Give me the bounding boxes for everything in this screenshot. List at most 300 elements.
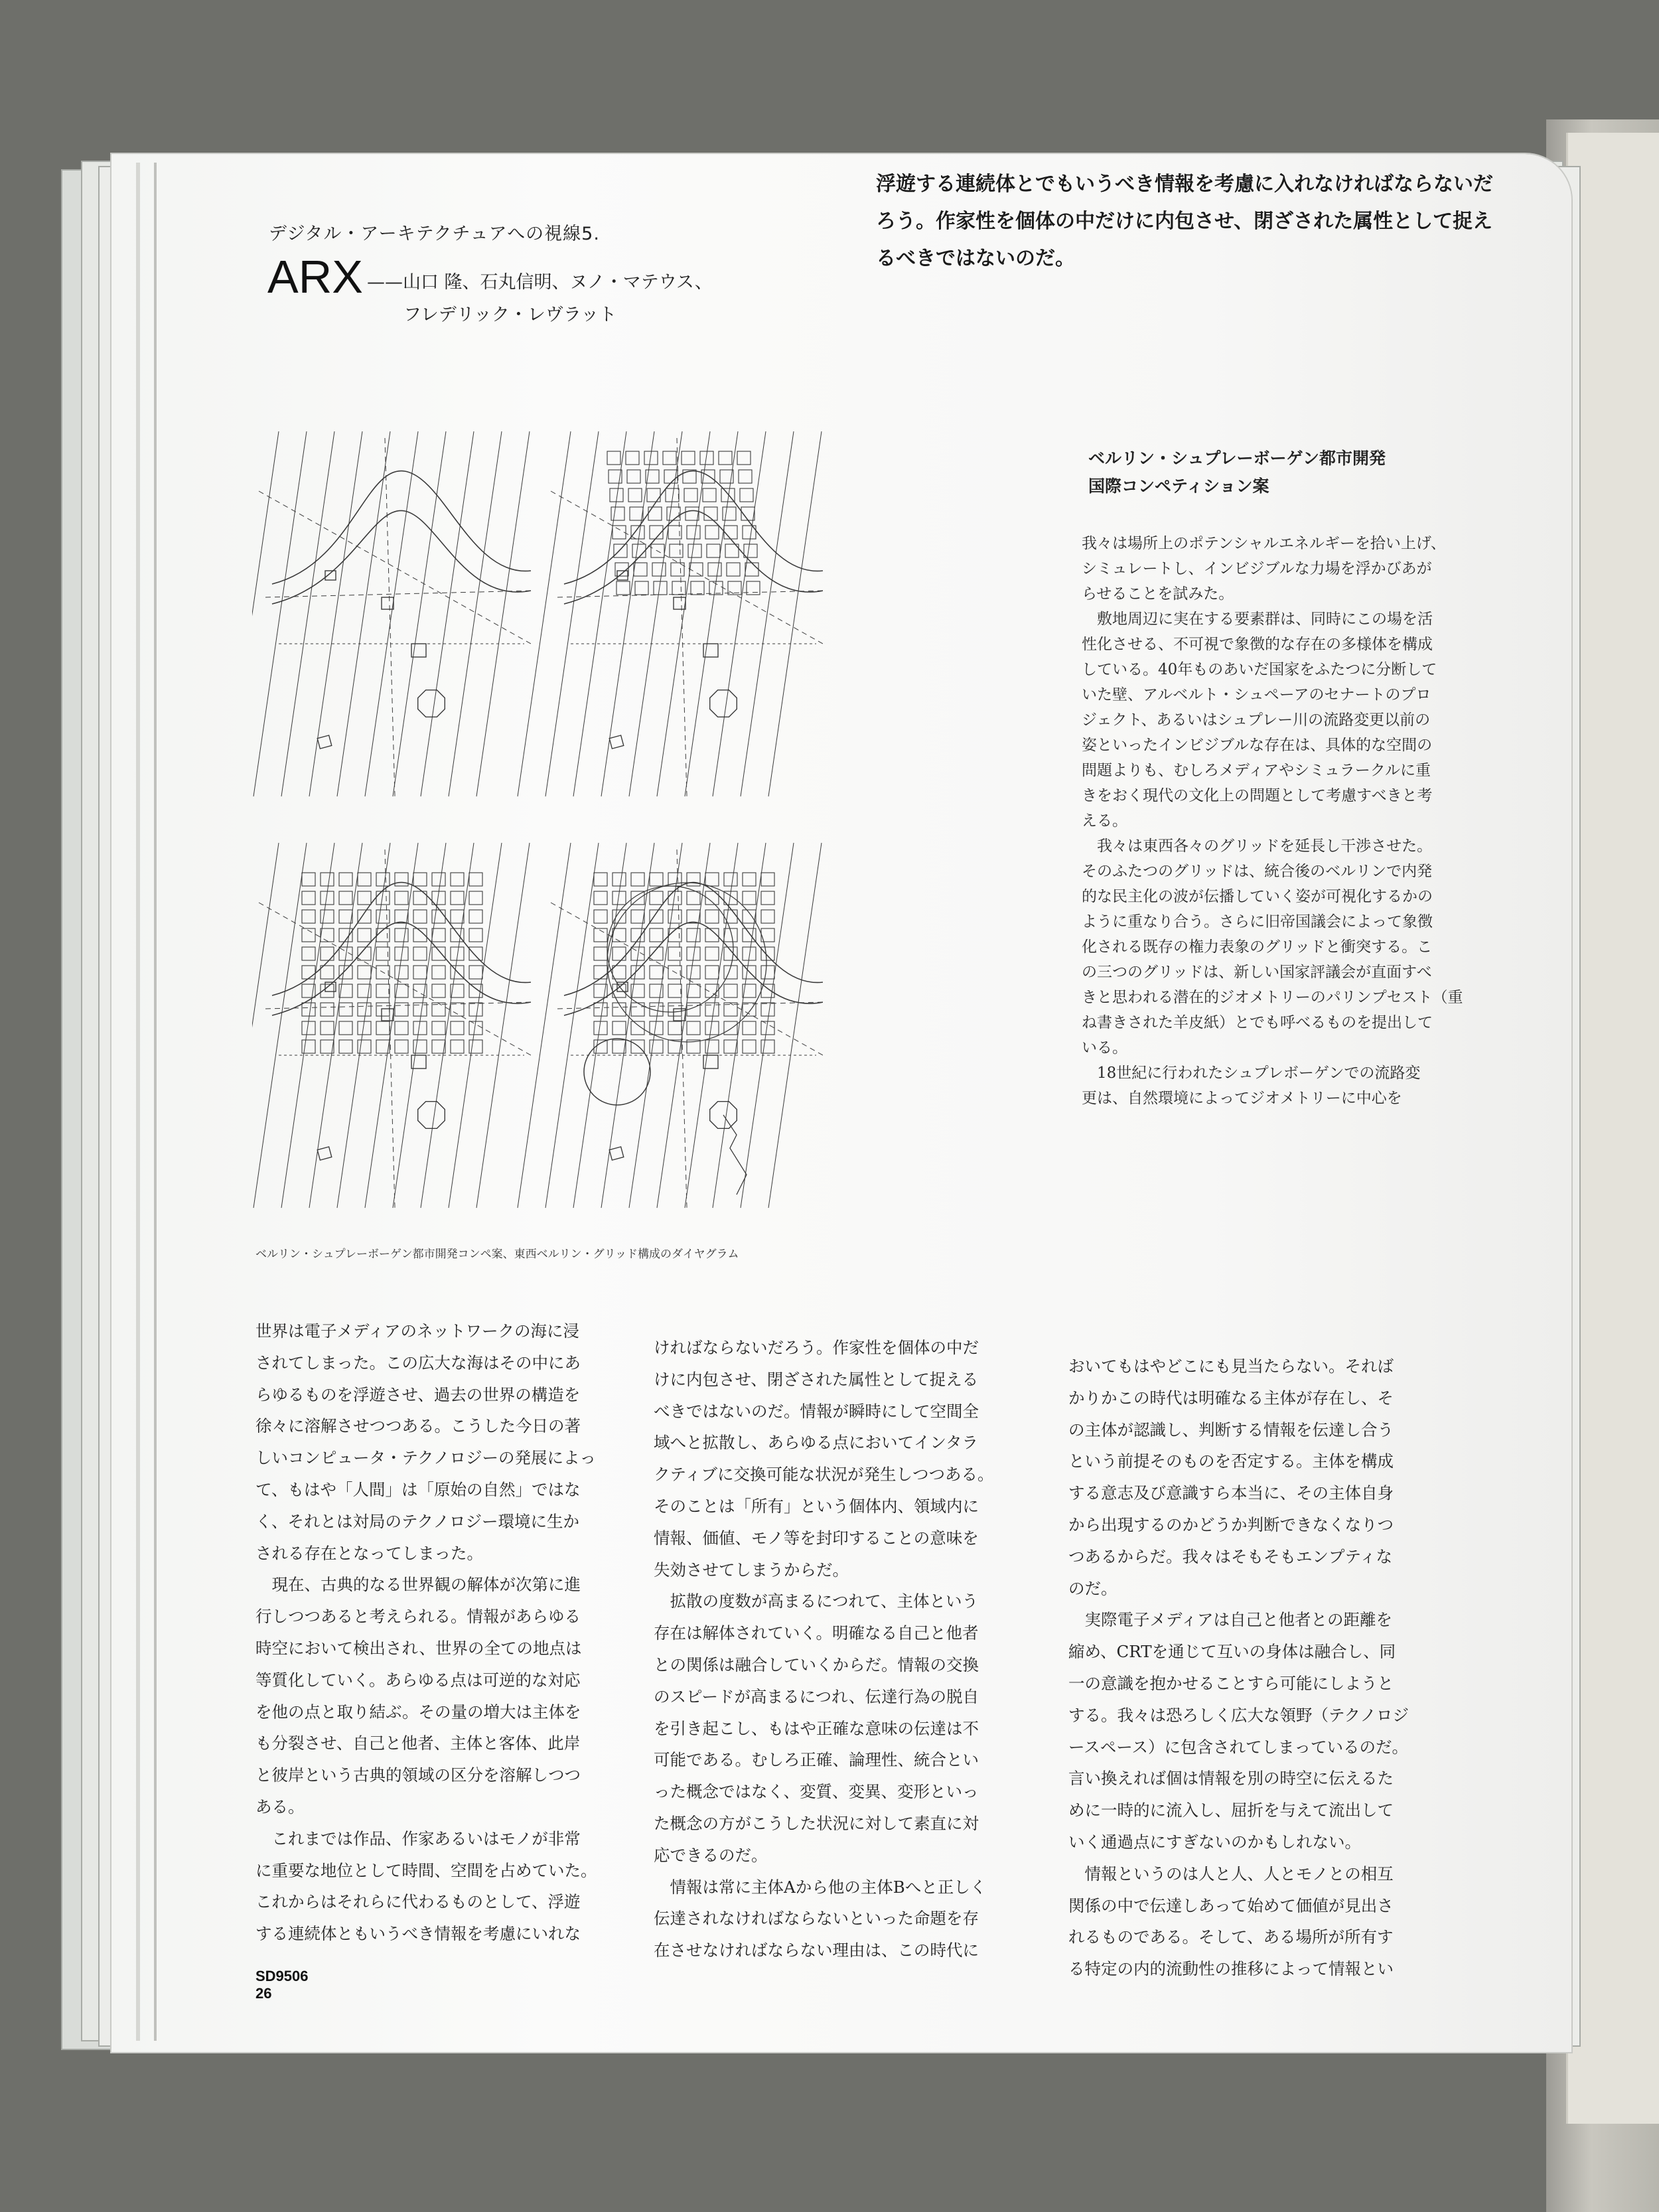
dashed-line [557,591,823,597]
grid-square [632,544,646,557]
grid-square [687,1021,700,1035]
diagonal-line [657,843,710,1208]
grid-square [724,526,737,539]
grid-square [321,1003,334,1016]
grid-square [663,451,676,465]
grid-square [761,891,774,905]
grid-square [594,873,607,886]
text-line: 拡散の度数が高まるにつれて、主体という [654,1591,979,1611]
river-curve [272,883,531,995]
grid-square [321,947,334,960]
text-line: った概念ではなく、変質、変異、変形といっ [654,1782,979,1802]
grid-square [376,1003,390,1016]
diagonal-line [449,843,502,1208]
grid-square [687,873,700,886]
folio [255,1968,309,2002]
text-line: これまでは作品、作家あるいはモノが非常 [255,1828,581,1848]
diagonal-line [393,431,446,796]
text-line: かりかこの時代は明確なる主体が存在し、そ [1068,1388,1394,1408]
river-curve [564,922,823,1015]
grid-square [594,1021,607,1035]
grid-square [727,563,740,576]
text-line: く、それとは対局のテクノロジー環境に生か [255,1511,580,1531]
grid-square [376,1021,390,1035]
grid-square [705,1021,719,1035]
grid-square [630,507,643,520]
grid-square [594,1003,607,1016]
text-line: 在させなければならない理由は、この時代に [654,1941,979,1960]
article-title: ARX [267,251,363,303]
diagonal-line [629,843,682,1208]
body-column-1 [255,1315,634,1950]
grid-square [740,488,753,502]
grid-square [302,966,315,979]
diagonal-line [573,431,626,796]
grid-square [432,928,445,942]
grid-square [358,910,371,923]
text-line: との関係は融合していくからだ。情報の交換 [654,1655,979,1674]
building-square [609,735,624,749]
grid-square [650,873,663,886]
grid-diagram-figure [252,425,823,1254]
grid-square [339,1003,352,1016]
diagonal-line [365,843,418,1208]
grid-square [432,984,445,997]
diagonal-line [685,843,738,1208]
grid-square [613,928,626,942]
grid-square [339,910,352,923]
grid-square [650,891,663,905]
grid-square [668,910,682,923]
lead-line: ろう。作家性を個体の中だけに内包させ、閉ざされた属性として捉え [876,210,1493,233]
grid-square [432,966,445,979]
grid-square [358,891,371,905]
grid-square [321,1021,334,1035]
grid-square [689,563,703,576]
grid-square [737,451,751,465]
grid-square [613,947,626,960]
text-line: いく通過点にすぎないのかもしれない。 [1068,1832,1361,1852]
grid-square [395,1021,408,1035]
text-line: する意志及び意識すら本当に、その主体自身 [1068,1483,1394,1503]
grid-square [628,488,642,502]
page-number: 26 [255,1985,272,2002]
diagonal-line [657,431,710,796]
grid-square [761,1003,774,1016]
text-line: のだ。 [1068,1578,1118,1598]
text-line: 現在、古典的なる世界観の解体が次第に進 [255,1575,581,1595]
grid-square [469,1003,482,1016]
building-square [325,982,336,992]
description-line: そのふたつのグリッドは、統合後のベルリンで内発 [1082,863,1433,880]
grid-square [413,910,427,923]
description-line: ように重なり合う。さらに旧帝国議会によって象徴 [1082,913,1433,930]
grid-square [302,1003,315,1016]
grid-square [469,928,482,942]
grid-square [705,873,719,886]
diagonal-line [253,431,307,796]
text-line: しいコンピュータ・テクノロジーの発展によっ [255,1448,597,1468]
building-square [317,735,332,749]
diagonal-line [393,843,446,1208]
octagon-shape [418,1102,445,1129]
grid-square [668,984,682,997]
grid-square [650,910,663,923]
grid-square [705,966,719,979]
building-square [609,1147,624,1160]
grid-square [631,910,644,923]
diagonal-line [252,843,279,1208]
diagonal-line [741,843,794,1208]
text-line: される存在となってしまった。 [255,1543,483,1563]
grid-square [672,581,685,595]
building-square [325,571,336,580]
title-row [267,251,713,303]
text-line: 世界は電子メディアのネットワークの海に浸 [255,1321,580,1341]
figure-caption: ベルリン・シュプレーボーゲン都市開発コンペ案、東西ベルリン・グリッド構成のダイヤグラム [255,1248,739,1261]
body-column-3 [1068,1351,1447,1985]
text-line: 存在は解体されていく。明確なる自己と他者 [654,1623,979,1643]
grid-square [744,544,757,557]
diagonal-line [309,843,362,1208]
diagonal-line [629,431,682,796]
grid-square [395,1040,408,1053]
authors-line-2: フレデリック・レヴラット [403,305,617,325]
text-line: 行しつつあると考えられる。情報があらゆる [255,1607,581,1627]
river-curve [272,510,531,604]
grid-square [687,928,700,942]
grid-square [705,526,719,539]
text-line: ースペース）に包含されてしまっているのだ。 [1068,1737,1409,1757]
grid-square [743,891,756,905]
diagonal-line [281,843,334,1208]
grid-square [631,873,644,886]
text-line: する。我々は恐ろしく広大な領野（テクノロジ [1068,1705,1409,1725]
text-line: 縮め、CRTを通じて互いの身体は融合し、同 [1068,1642,1396,1662]
grid-square [594,891,607,905]
grid-square [687,910,700,923]
building-square [382,597,394,609]
grid-square [613,1021,626,1035]
grid-square [339,966,352,979]
description-line: シミュレートし、インビジブルな力場を浮かびあが [1082,560,1432,577]
grid-square [719,451,732,465]
text-line: 時空において検出され、世界の全ての地点は [255,1638,582,1658]
grid-square [395,1003,408,1016]
grid-square [635,581,648,595]
text-line: 応できるのだ。 [654,1845,768,1865]
description-line: いる。 [1082,1039,1127,1057]
grid-square [339,1021,352,1035]
text-line: 関係の中で伝達しあって始めて価値が見出さ [1068,1895,1394,1915]
grid-square [613,873,626,886]
text-line: らゆるものを浮遊させ、過去の世界の構造を [255,1384,581,1404]
diagonal-line [601,843,654,1208]
description-line: 姿といったインビジブルな存在は、具体的な空間の [1082,737,1433,754]
text-line: 可能である。むしろ正確、論理性、統合とい [654,1750,979,1770]
diagonal-line [476,431,530,796]
grid-square [614,544,627,557]
text-line: から出現するのかどうか判断できなくなりつ [1068,1514,1394,1534]
dashed-line [551,491,823,644]
text-line: を引き起こし、もはや正確な意味の伝達は不 [654,1718,979,1738]
text-line: そのことは「所有」という個体内、領域内に [654,1496,979,1516]
text-line: クティブに交換可能な状況が発生しつつある。 [654,1465,994,1485]
gutter-line [154,163,157,2041]
diagonal-line [281,431,334,796]
description-line: ジェクト、あるいはシュプレー川の流路変更以前の [1082,711,1431,729]
diagonal-line [309,431,362,796]
project-title-line: ベルリン・シュプレーボーゲン都市開発 [1088,449,1386,468]
grid-square [703,488,716,502]
text-line: と彼岸という古典的領域の区分を溶解しつつ [255,1765,581,1785]
text-line: のスピードが高まるにつれ、伝達行為の脱自 [654,1686,979,1706]
text-line: 言い換えれば個は情報を別の時空に伝えるた [1068,1769,1394,1789]
text-line: も分裂させ、自己と他者、主体と客体、此岸 [255,1733,581,1753]
grid-square [358,873,371,886]
lead-line: 浮遊する連続体とでもいうべき情報を考慮に入れなければならないだ [876,173,1493,196]
grid-square [358,1003,371,1016]
grid-square [687,966,700,979]
diagonal-line [337,431,390,796]
text-line: つあるからだ。我々はそもそもエンプティな [1068,1546,1393,1566]
grid-square [648,507,662,520]
grid-square [395,966,408,979]
outline-path [723,1115,747,1195]
grid-square [743,910,756,923]
grid-square [594,910,607,923]
text-line: 伝達されなければならないといった命題を存 [654,1909,979,1929]
text-line: 徐々に溶解させつつある。こうした今日の著 [255,1416,581,1436]
river-curve [272,922,531,1015]
text-line: めに一時的に流入し、屈折を与えて流出して [1068,1801,1394,1820]
description-line: 我々は場所上のポテンシャルエネルギーを拾い上げ、 [1082,535,1446,552]
grid-square [395,891,408,905]
grid-square [302,891,315,905]
description-line: 敷地周辺に実在する要素群は、同時にこの場を活 [1082,611,1433,628]
grid-square [627,470,640,483]
grid-square [650,966,663,979]
grid-square [302,1021,315,1035]
text-line: 情報、価値、モノ等を封印することの意味を [654,1528,979,1548]
gutter-line [136,163,140,2041]
grid-square [451,910,464,923]
text-line: 実際電子メディアは自己と他者との距離を [1068,1610,1393,1630]
grid-square [724,873,737,886]
grid-square [668,1021,682,1035]
issue-code: SD9506 [255,1968,309,1984]
description-line: える。 [1082,812,1127,830]
grid-square [469,966,482,979]
grid-square [761,966,774,979]
grid-square [358,1021,371,1035]
diagonal-line [768,431,822,796]
description-line: 的な民主化の波が伝播していく姿が可視化するかの [1082,888,1433,905]
text-line: 一の意識を抱かせることすら可能にしようと [1068,1673,1394,1693]
lead-line: るべきではないのだ。 [876,247,1075,270]
diagonal-line [365,431,418,796]
grid-square [451,1040,464,1053]
grid-square [451,1021,464,1035]
grid-square [321,910,334,923]
description-line: の三つのグリッドは、新しい国家評議会が直面すべ [1082,964,1432,981]
grid-square [302,873,315,886]
description-line: している。40年ものあいだ国家をふたつに分断して [1082,661,1437,678]
grid-square [469,1021,482,1035]
text-line: て、もはや「人間」は「原始の自然」ではな [255,1479,581,1499]
text-line: 情報は常に主体Aから他の主体Bへと正しく [654,1877,987,1897]
grid-square [413,1021,427,1035]
grid-square [413,873,427,886]
text-line: べきではないのだ。情報が瞬時にして空間全 [654,1401,979,1421]
description-line: いた壁、アルベルト・シュペーアのセナートのプロ [1082,686,1431,703]
grid-square [724,984,737,997]
grid-square [358,966,371,979]
grid-square [339,1040,352,1053]
grid-square [469,910,482,923]
grid-square [668,1003,682,1016]
grid-square [761,1021,774,1035]
grid-square [432,947,445,960]
grid-square [743,873,756,886]
description-line: 問題よりも、むしろメディアやシミュラークルに重 [1082,762,1431,779]
grid-square [616,581,630,595]
text-line: の主体が認識し、判断する情報を伝達し合う [1068,1420,1394,1439]
grid-square [761,873,774,886]
grid-square [631,1040,644,1053]
lead-paragraph [876,166,1493,277]
grid-square [650,1021,663,1035]
project-title [1088,445,1386,500]
text-line: されてしまった。この広大な海はその中にあ [255,1353,581,1372]
building-square [317,1147,332,1160]
grid-square [376,910,390,923]
text-line: 失効させてしまうからだ。 [654,1560,849,1580]
grid-square [761,910,774,923]
text-line: おいてもはやどこにも見当たらない。それば [1068,1357,1394,1376]
grid-square [691,581,704,595]
grid-square [432,910,445,923]
grid-square [339,891,352,905]
grid-square [413,947,427,960]
text-line: ある。 [255,1797,305,1816]
diagonal-line [449,431,502,796]
diagonal-line [518,843,571,1208]
grid-square [634,563,647,576]
grid-square [724,910,737,923]
grid-square [413,966,427,979]
text-line: 情報というのは人と人、人とモノとの相互 [1068,1864,1394,1883]
grid-square [687,526,700,539]
grid-square [683,470,696,483]
grid-square [376,873,390,886]
text-line: これからはそれらに代わるものとして、浮遊 [255,1892,581,1912]
grid-square [650,928,663,942]
text-line: という前提そのものを否定する。主体を構成 [1068,1451,1394,1471]
grid-square [469,947,482,960]
description-line: らせることを試みた。 [1082,585,1234,603]
dashed-line [265,591,531,597]
description-line: ね書きされた羊皮紙）とでも呼べるものを提出して [1082,1014,1433,1031]
diagonal-line [518,431,571,796]
text-line: ければならないだろう。作家性を個体の中だ [654,1338,979,1357]
grid-square [684,488,697,502]
diagonal-line [601,431,654,796]
grid-square [339,873,352,886]
text-line: れるものである。そして、ある場所が所有す [1068,1927,1394,1947]
grid-square [667,507,680,520]
diagonal-line [545,843,599,1208]
grid-square [302,910,315,923]
grid-square [611,507,624,520]
grid-square [631,1003,644,1016]
grid-square [321,873,334,886]
grid-square [687,891,700,905]
text-line: する連続体ともいうべき情報を考慮にいれな [255,1924,581,1944]
grid-square [432,1021,445,1035]
dashed-line [677,438,687,796]
grid-square [761,947,774,960]
grid-square [682,451,695,465]
grid-square [432,873,445,886]
grid-square [321,928,334,942]
grid-square [724,947,737,960]
text-line: 域へと拡散し、あらゆる点においてインタラ [654,1433,979,1453]
text-line: 等質化していく。あらゆる点は可逆的な対応 [255,1670,581,1690]
diagonal-line [337,843,390,1208]
grid-square [469,873,482,886]
project-title-line: 国際コンペティション案 [1088,477,1269,496]
body-column-2 [654,1332,1032,1966]
description-line: 更は、自然環境によってジオメトリーに中心を [1082,1090,1402,1107]
dashed-line [385,438,395,796]
grid-square [685,507,699,520]
diagonal-line [741,431,794,796]
grid-square [626,451,639,465]
grid-square [631,966,644,979]
grid-square [743,1021,756,1035]
grid-square [743,1040,756,1053]
diagonal-line [476,843,530,1208]
grid-square [302,947,315,960]
river-curve [564,883,823,995]
grid-square [395,873,408,886]
grid-square [723,507,736,520]
circle-shape [607,883,766,1042]
series-title: デジタル・アーキテクチュアへの視線5. [269,224,600,244]
octagon-shape [710,690,737,717]
grid-square [745,563,758,576]
diagonal-line [253,843,307,1208]
building-square [617,571,628,580]
text-line: に重要な地位として時間、空間を占めていた。 [255,1860,597,1880]
description-line: 化される既存の権力表象のグリッドと衝突する。こ [1082,938,1433,956]
authors-line-1: ——山口 隆、石丸信明、ヌノ・マテウス、 [366,272,713,293]
grid-square [739,470,752,483]
grid-square [688,544,701,557]
grid-square [707,544,720,557]
grid-square [395,910,408,923]
grid-square [724,1021,737,1035]
octagon-shape [418,690,445,717]
grid-square [594,966,607,979]
dashed-line [259,491,531,644]
grid-square [708,563,721,576]
grid-square [652,563,666,576]
grid-square [376,984,390,997]
building-square [382,1009,394,1021]
grid-square [594,947,607,960]
